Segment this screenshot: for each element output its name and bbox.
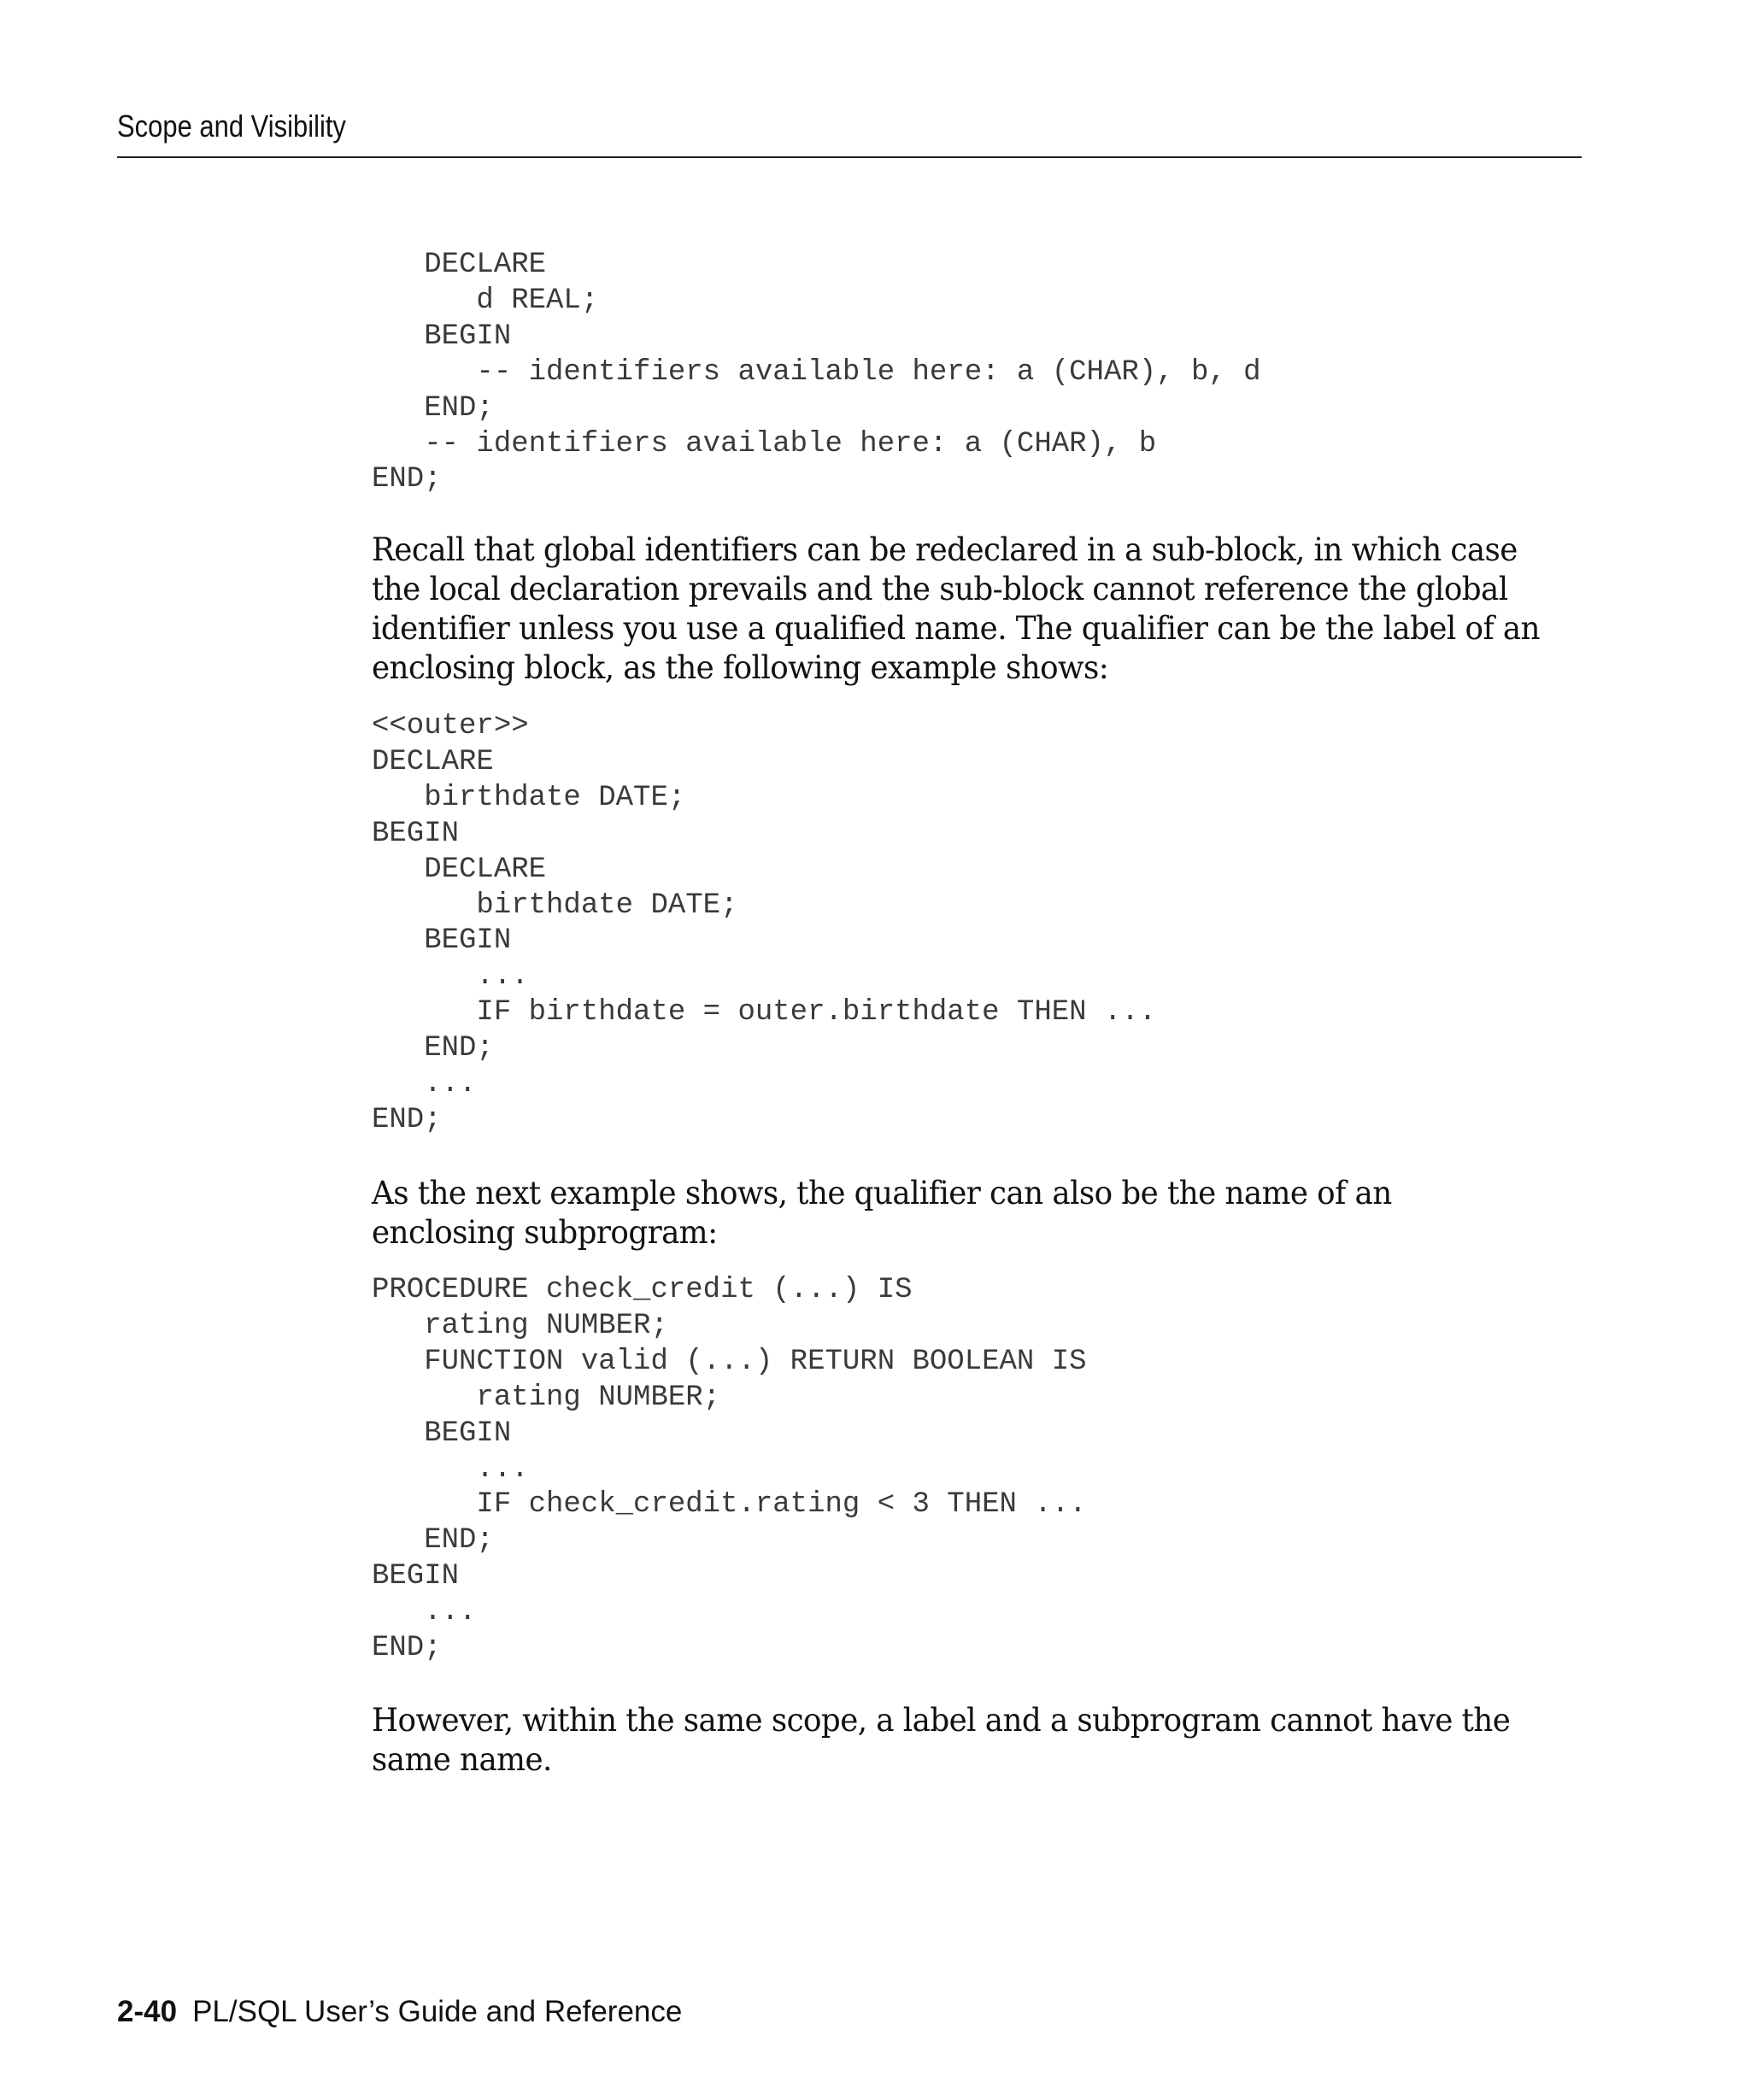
header-divider bbox=[117, 156, 1582, 158]
paragraph-label-name-restriction: However, within the same scope, a label and a subprogram cannot have the same name. bbox=[372, 1702, 1511, 1778]
paragraph-qualified-names: Recall that global identifiers can be redeclared in a sub-block, in which case the local declaration prevails and the sub-block cannot reference the global identifier unless you use a qualified name. The qualifier can be the label of an enclosing block, as the following example shows: bbox=[372, 531, 1540, 686]
paragraph-subprogram-qualifier: As the next example shows, the qualifier can also be the name of an enclosing subprogram: bbox=[372, 1175, 1392, 1251]
book-title: PL/SQL User’s Guide and Reference bbox=[192, 1995, 683, 2028]
code-example-nested-block: DECLARE d REAL; BEGIN -- identifiers available here: a (CHAR), b, d END; -- identifiers available here: a (CHAR), b END; bbox=[372, 249, 1261, 496]
running-header-title: Scope and Visibility bbox=[117, 109, 346, 144]
code-example-subprogram-qualifier: PROCEDURE check_credit (...) IS rating NUMBER; FUNCTION valid (...) RETURN BOOLEAN IS rating NUMBER; BEGIN ... IF check_credit.rating < 3 THEN ... END; BEGIN ... END; bbox=[372, 1274, 1087, 1665]
code-example-block-label: <<outer>> DECLARE birthdate DATE; BEGIN DECLARE birthdate DATE; BEGIN ... IF birthdate = outer.birthdate THEN ... END; ... END; bbox=[372, 710, 1157, 1136]
page-number: 2-40 bbox=[117, 1995, 178, 2028]
page-footer bbox=[117, 1993, 682, 2031]
